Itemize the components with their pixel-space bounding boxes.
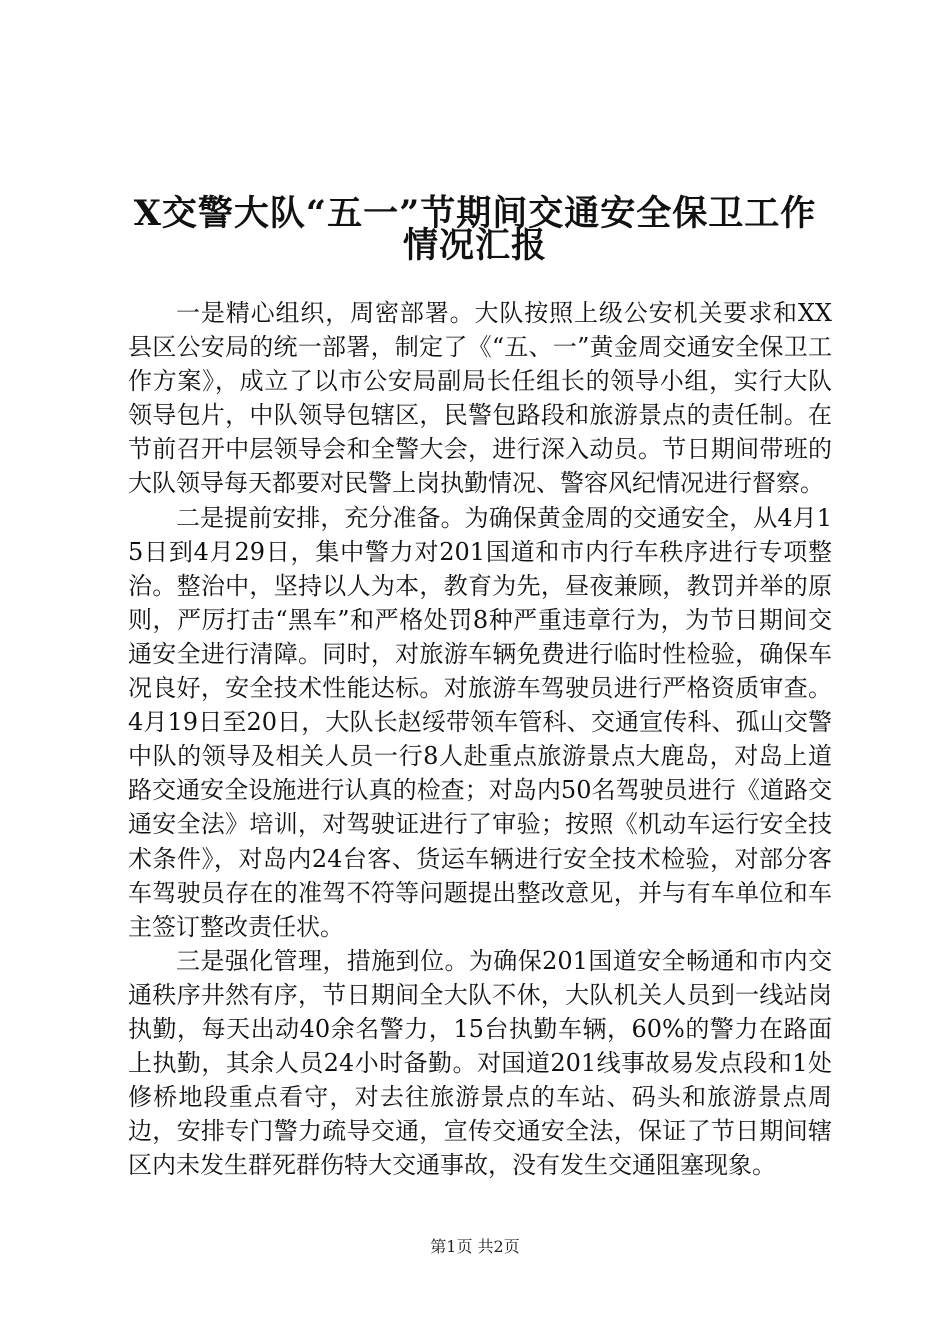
document-title-line-1: X交警大队“五一”节期间交通安全保卫工作	[133, 193, 817, 234]
paragraph-2: 二是提前安排，充分准备。为确保黄金周的交通安全，从4月15日到4月29日，集中警力对201国道和市内行车秩序进行专项整治。整治中，坚持以人为本，教育为先，昼夜兼顾，教罚并举的原则，严厉打击“黑车”和严格处罚8种严重违章行为，为节日期间交通安全进行清障。同时，对旅游车辆免费进行临时性检验，确保车况良好，安全技术性能达标。对旅游车驾驶员进行严格资质审查。4月19日至20日，大队长赵绥带领车管科、交通宣传科、孤山交警中队的领导及相关人员一行8人赴重点旅游景点大鹿岛，对岛上道路交通安全设施进行认真的检查；对岛内50名驾驶员进行《道路交通安全法》培训，对驾驶证进行了审验；按照《机动车运行安全技术条件》，对岛内24台客、货运车辆进行安全技术检验，对部分客车驾驶员存在的准驾不符等问题提出整改意见，并与有车单位和车主签订整改责任状。	[128, 503, 832, 941]
document-body	[128, 296, 832, 1182]
document-title-line-2: 情况汇报	[402, 225, 547, 266]
page-number-footer: 第1页 共2页	[430, 1237, 520, 1256]
paragraph-1: 一是精心组织，周密部署。大队按照上级公安机关要求和XX县区公安局的统一部署，制定了《“五、一”黄金周交通安全保卫工作方案》，成立了以市公安局副局长任组长的领导小组，实行大队领导包片，中队领导包辖区，民警包路段和旅游景点的责任制。在节前召开中层领导会和全警大会，进行深入动员。节日期间带班的大队领导每天都要对民警上岗执勤情况、警容风纪情况进行督察。	[128, 299, 832, 498]
paragraph-3: 三是强化管理，措施到位。为确保201国道安全畅通和市内交通秩序井然有序，节日期间全大队不休，大队机关人员到一线站岗执勤，每天出动40余名警力，15台执勤车辆，60%的警力在路面上执勤，其余人员24小时备勤。对国道201线事故易发点段和1处修桥地段重点看守，对去往旅游景点的车站、码头和旅游景点周边，安排专门警力疏导交通，宣传交通安全法，保证了节日期间辖区内未发生群死群伤特大交通事故，没有发生交通阻塞现象。	[128, 946, 832, 1180]
